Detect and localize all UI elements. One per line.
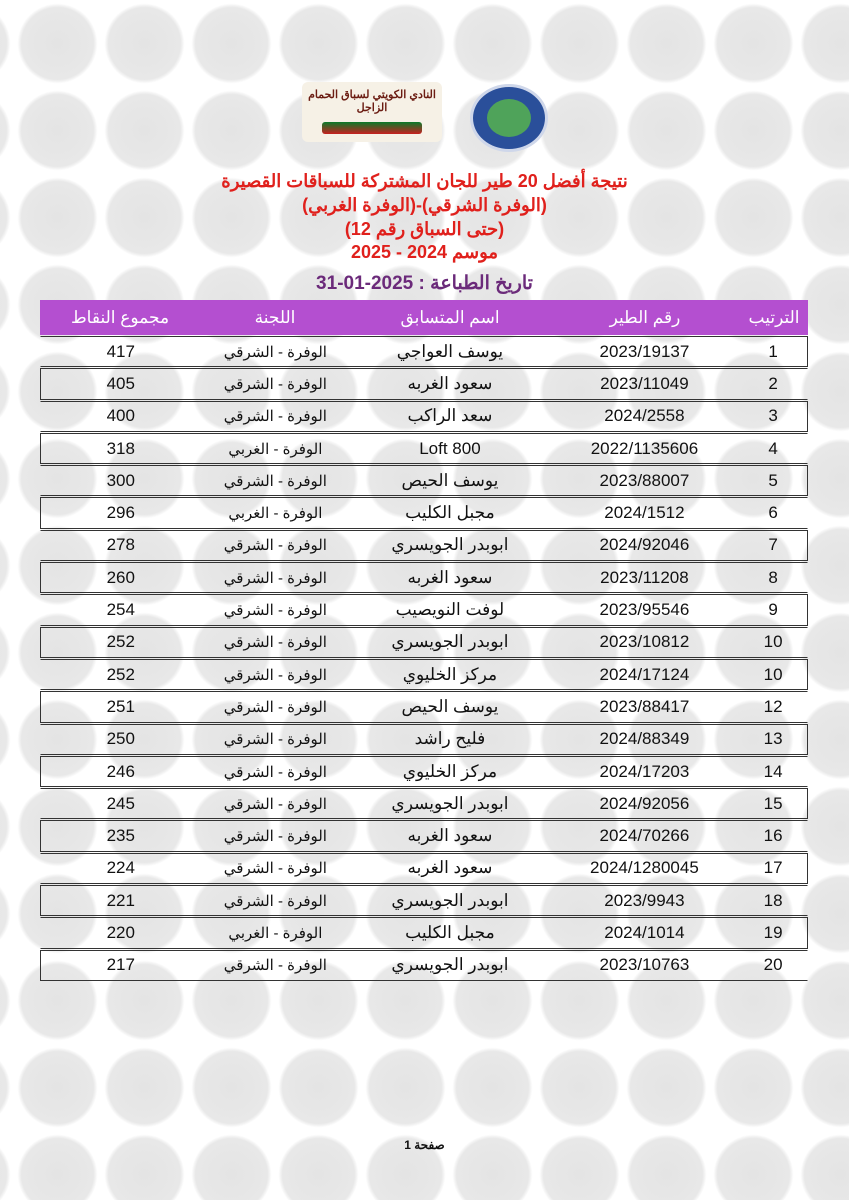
- header-competitor: اسم المتسابق: [400, 307, 500, 327]
- cell-points: 405: [106, 373, 135, 393]
- cell-competitor: مجبل الكليب: [405, 503, 495, 523]
- cell-rank: 17: [763, 858, 783, 878]
- cell-ring-number: 2024/1280045: [590, 858, 699, 878]
- club-logo-emblem: [322, 122, 422, 134]
- cell-committee: الوفرة - الشرقي: [223, 892, 327, 910]
- cell-committee: الوفرة - الشرقي: [223, 731, 327, 749]
- cell-competitor: ابوبدر الجويسري: [391, 955, 509, 975]
- cell-competitor: Loft 800: [419, 438, 481, 458]
- cell-rank: 10: [763, 664, 783, 684]
- cell-rank: 12: [763, 696, 783, 716]
- cell-ring-number: 2023/10812: [599, 632, 690, 652]
- cell-rank: 2: [768, 373, 778, 393]
- title-line-3: (حتى السباق رقم 12): [344, 219, 505, 239]
- cell-ring-number: 2022/1135606: [590, 438, 699, 458]
- cell-points: 221: [106, 890, 135, 910]
- table-row: [40, 659, 808, 690]
- cell-points: 296: [106, 503, 135, 523]
- cell-committee: الوفرة - الشرقي: [223, 634, 327, 652]
- cell-ring-number: 2023/19137: [599, 341, 690, 361]
- cell-ring-number: 2023/88417: [599, 696, 690, 716]
- table-row: [40, 594, 808, 625]
- cell-rank: 6: [768, 503, 778, 523]
- cell-competitor: سعود الغربه: [407, 858, 493, 878]
- cell-competitor: سعود الغربه: [407, 373, 493, 393]
- page-number: صفحة 1: [404, 1138, 445, 1152]
- results-table: [40, 300, 808, 981]
- table-header: [40, 300, 808, 335]
- federation-logo-map: [487, 99, 531, 137]
- cell-rank: 13: [763, 729, 783, 749]
- cell-rank: 7: [768, 535, 778, 555]
- cell-points: 400: [106, 406, 135, 426]
- table-row: [40, 788, 808, 819]
- header-ring-number: رقم الطير: [609, 307, 681, 327]
- cell-competitor: سعود الغربه: [407, 826, 493, 846]
- cell-competitor: مركز الخليوي: [402, 664, 498, 684]
- table-row: [40, 724, 808, 755]
- cell-points: 300: [106, 470, 135, 490]
- cell-competitor: ابوبدر الجويسري: [391, 890, 509, 910]
- cell-ring-number: 2024/2558: [604, 406, 685, 426]
- cell-ring-number: 2024/17203: [599, 761, 690, 781]
- cell-committee: الوفرة - الشرقي: [223, 537, 327, 555]
- table-row: [40, 853, 808, 884]
- cell-points: 254: [106, 600, 135, 620]
- cell-committee: الوفرة - الغربي: [228, 505, 323, 523]
- cell-competitor: لوفت النويصيب: [395, 600, 505, 620]
- cell-rank: 10: [763, 632, 783, 652]
- header-committee: اللجنة: [254, 307, 296, 327]
- cell-committee: الوفرة - الغربي: [228, 440, 323, 458]
- cell-ring-number: 2024/17124: [599, 664, 690, 684]
- header-rank: الترتيب: [748, 307, 800, 327]
- cell-competitor: يوسف الحيص: [401, 470, 499, 490]
- cell-committee: الوفرة - الشرقي: [223, 795, 327, 813]
- table-row: [40, 885, 808, 916]
- cell-ring-number: 2023/10763: [599, 955, 690, 975]
- cell-points: 260: [106, 567, 135, 587]
- cell-rank: 4: [768, 438, 778, 458]
- table-row: [40, 950, 808, 981]
- cell-ring-number: 2023/11208: [600, 567, 689, 587]
- table-row: [40, 627, 808, 658]
- header-points: مجموع النقاط: [70, 307, 170, 327]
- cell-competitor: سعد الراكب: [407, 406, 493, 426]
- cell-ring-number: 2024/92056: [599, 793, 690, 813]
- cell-rank: 15: [763, 793, 783, 813]
- table-row: [40, 336, 808, 367]
- cell-rank: 5: [768, 470, 778, 490]
- cell-ring-number: 2023/95546: [599, 600, 690, 620]
- title-line-1: نتيجة أفضل 20 طير للجان المشتركة للسباقات القصيرة: [221, 171, 628, 191]
- cell-committee: الوفرة - الشرقي: [223, 860, 327, 878]
- title-line-2: (الوفرة الشرقي)-(الوفرة الغربي): [302, 195, 547, 215]
- cell-committee: الوفرة - الشرقي: [223, 957, 327, 975]
- club-logo-text: النادي الكويتي لسباق الحمام الزاجل: [308, 89, 436, 114]
- cell-points: 217: [106, 955, 135, 975]
- cell-competitor: يوسف العواجي: [396, 341, 504, 361]
- cell-points: 235: [106, 826, 135, 846]
- cell-points: 246: [106, 761, 135, 781]
- cell-competitor: ابوبدر الجويسري: [391, 535, 509, 555]
- table-row: [40, 401, 808, 432]
- cell-ring-number: 2024/1512: [604, 503, 685, 523]
- table-row: [40, 691, 808, 722]
- table-row: [40, 368, 808, 399]
- cell-points: 318: [106, 438, 135, 458]
- cell-committee: الوفرة - الشرقي: [223, 472, 327, 490]
- cell-points: 417: [106, 341, 135, 361]
- cell-rank: 19: [763, 922, 783, 942]
- cell-rank: 9: [768, 600, 778, 620]
- cell-rank: 8: [768, 567, 778, 587]
- cell-committee: الوفرة - الشرقي: [223, 602, 327, 620]
- cell-rank: 20: [763, 955, 783, 975]
- cell-ring-number: 2023/9943: [604, 890, 685, 910]
- cell-competitor: مجبل الكليب: [405, 922, 495, 942]
- cell-competitor: يوسف الحيص: [401, 696, 499, 716]
- cell-ring-number: 2024/92046: [599, 535, 690, 555]
- cell-competitor: فليح راشد: [414, 729, 486, 749]
- cell-rank: 3: [768, 406, 778, 426]
- print-date: تاريخ الطباعة : 2025-01-31: [316, 273, 533, 294]
- table-row: [40, 562, 808, 593]
- table-row: [40, 530, 808, 561]
- cell-competitor: ابوبدر الجويسري: [391, 632, 509, 652]
- cell-points: 220: [106, 922, 135, 942]
- cell-rank: 18: [763, 890, 783, 910]
- cell-ring-number: 2024/70266: [599, 826, 690, 846]
- cell-committee: الوفرة - الشرقي: [223, 666, 327, 684]
- table-row: [40, 497, 808, 528]
- table-row: [40, 433, 808, 464]
- cell-ring-number: 2024/1014: [604, 922, 685, 942]
- cell-committee: الوفرة - الشرقي: [223, 408, 327, 426]
- federation-logo: [470, 84, 548, 152]
- cell-points: 252: [106, 632, 135, 652]
- cell-committee: الوفرة - الغربي: [228, 924, 323, 942]
- club-logo: [302, 82, 442, 142]
- cell-committee: الوفرة - الشرقي: [223, 375, 327, 393]
- cell-committee: الوفرة - الشرقي: [223, 763, 327, 781]
- cell-competitor: سعود الغربه: [407, 567, 493, 587]
- cell-rank: 16: [763, 826, 783, 846]
- cell-committee: الوفرة - الشرقي: [223, 698, 327, 716]
- cell-points: 251: [106, 696, 135, 716]
- table-row: [40, 465, 808, 496]
- cell-ring-number: 2024/88349: [599, 729, 690, 749]
- table-row: [40, 917, 808, 948]
- cell-rank: 1: [768, 341, 778, 361]
- cell-ring-number: 2023/11049: [600, 373, 689, 393]
- cell-committee: الوفرة - الشرقي: [223, 569, 327, 587]
- cell-committee: الوفرة - الشرقي: [223, 343, 327, 361]
- table-row: [40, 756, 808, 787]
- cell-rank: 14: [763, 761, 783, 781]
- cell-ring-number: 2023/88007: [599, 470, 690, 490]
- cell-points: 250: [106, 729, 135, 749]
- cell-committee: الوفرة - الشرقي: [223, 828, 327, 846]
- cell-points: 278: [106, 535, 135, 555]
- cell-points: 245: [106, 793, 135, 813]
- cell-points: 252: [106, 664, 135, 684]
- cell-competitor: ابوبدر الجويسري: [391, 793, 509, 813]
- cell-competitor: مركز الخليوي: [402, 761, 498, 781]
- season: موسم 2024 - 2025: [350, 242, 499, 262]
- table-row: [40, 820, 808, 851]
- cell-points: 224: [106, 858, 135, 878]
